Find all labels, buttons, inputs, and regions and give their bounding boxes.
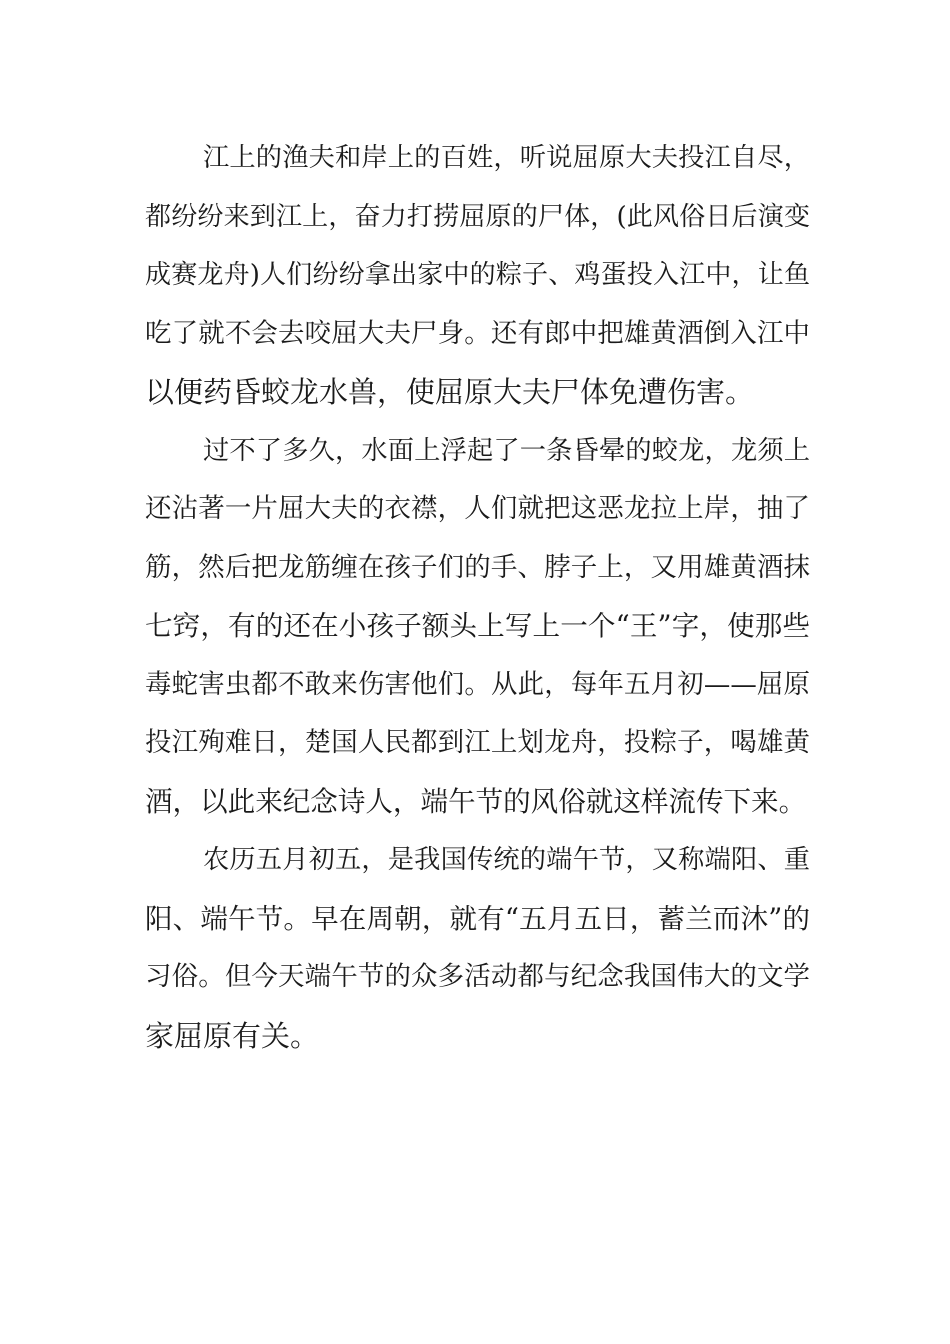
text-line: 农历五月初五，是我国传统的端午节，又称端阳、重: [203, 845, 810, 875]
text-line: 过不了多久，水面上浮起了一条昏晕的蛟龙，龙须上: [203, 435, 810, 466]
paragraph-fishermen: [145, 129, 810, 422]
document-body: [145, 129, 810, 1065]
text-line: 毒蛇害虫都不敢来伤害他们。从此，每年五月初——屈原: [145, 668, 810, 700]
text-line: 阳、端午节。早在周朝，就有“五月五日，蓄兰而沐”的: [145, 902, 810, 935]
paragraph-festival-origin: [145, 831, 810, 1065]
text-line: 投江殉难日，楚国人民都到江上划龙舟，投粽子，喝雄黄: [145, 727, 810, 758]
text-line: 筋，然后把龙筋缠在孩子们的手、脖子上，又用雄黄酒抹: [145, 551, 810, 583]
text-line: 江上的渔夫和岸上的百姓，听说屈原大夫投江自尽，: [203, 143, 810, 173]
text-line: 家屈原有关。: [145, 1018, 320, 1053]
text-line: 都纷纷来到江上，奋力打捞屈原的尸体，(此风俗日后演变: [145, 201, 810, 232]
text-line: 以便药昏蛟龙水兽，使屈原大夫尸体免遭伤害。: [145, 375, 755, 409]
text-line: 习俗。但今天端午节的众多活动都与纪念我国伟大的文学: [145, 961, 810, 992]
text-line: 吃了就不会去咬屈大夫尸身。还有郎中把雄黄酒倒入江中: [145, 317, 810, 349]
text-line: 还沾著一片屈大夫的衣襟，人们就把这恶龙拉上岸，抽了: [145, 493, 810, 524]
text-line: 酒，以此来纪念诗人，端午节的风俗就这样流传下来。: [145, 785, 807, 818]
text-line: 成赛龙舟)人们纷纷拿出家中的粽子、鸡蛋投入江中，让鱼: [145, 260, 810, 290]
paragraph-dragon: [145, 422, 810, 832]
text-line: 七窍，有的还在小孩子额头上写上一个“王”字，使那些: [145, 610, 810, 642]
